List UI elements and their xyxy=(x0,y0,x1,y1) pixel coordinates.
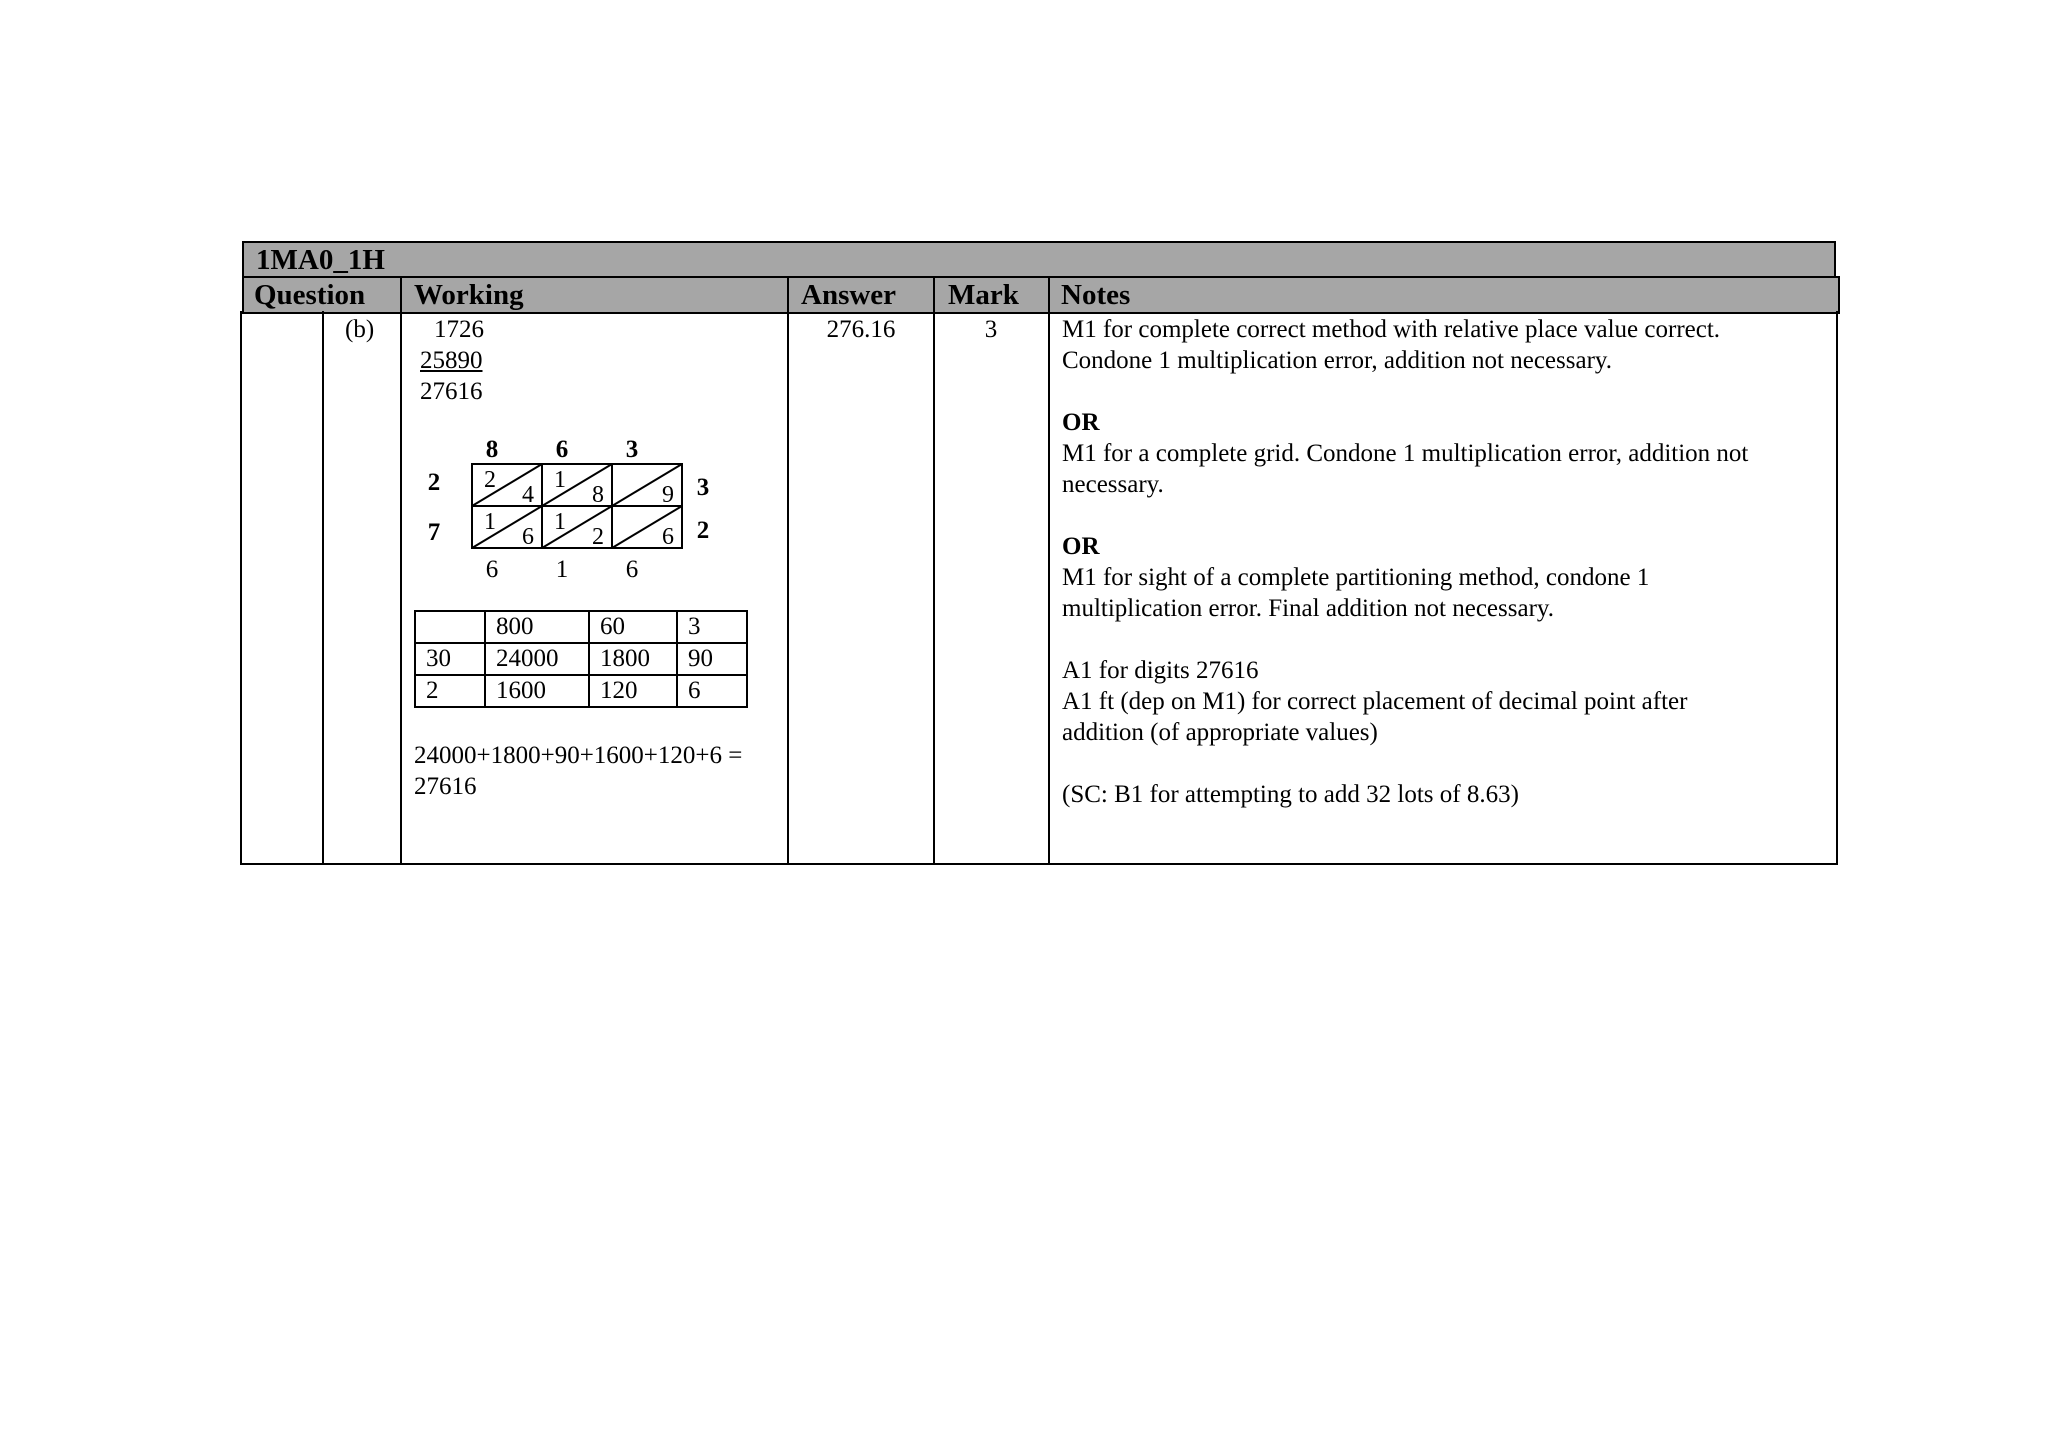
note-or-heading: OR xyxy=(1062,533,1100,560)
header-mark: Mark xyxy=(948,279,1019,311)
partition-sum-line-1: 24000+1800+90+1600+120+6 = xyxy=(414,742,743,769)
partition-cell: 800 xyxy=(485,611,589,643)
long-mult-line-3: 27616 xyxy=(420,378,483,405)
lattice-cell-tens: 2 xyxy=(484,467,496,493)
partition-sum-line-2: 27616 xyxy=(414,773,477,800)
lattice-right-2: 2 xyxy=(696,517,710,544)
partition-row xyxy=(415,675,747,707)
note-line: multiplication error. Final addition not necessary. xyxy=(1062,595,1555,622)
note-line: M1 for complete correct method with relative place value correct. xyxy=(1062,316,1721,343)
lattice-left-1: 2 xyxy=(427,469,441,496)
header-working: Working xyxy=(414,279,524,311)
header-question: Question xyxy=(254,279,366,311)
lattice-cell-tens: 1 xyxy=(554,509,566,535)
answer-value: 276.16 xyxy=(826,316,896,343)
long-mult-line-2: 25890 xyxy=(420,347,483,374)
long-mult-line-1: 1726 xyxy=(434,316,484,343)
partition-cell: 60 xyxy=(589,611,677,643)
lattice-bottom-2: 1 xyxy=(555,556,569,583)
lattice-cell-tens: 1 xyxy=(554,467,566,493)
note-or-heading: OR xyxy=(1062,409,1100,436)
header-answer: Answer xyxy=(801,279,897,311)
note-line: M1 for sight of a complete partitioning method, condone 1 xyxy=(1062,564,1650,591)
partition-cell xyxy=(415,611,485,643)
lattice-bottom-1: 6 xyxy=(485,556,499,583)
partition-cell: 1800 xyxy=(589,643,677,675)
partition-cell: 120 xyxy=(589,675,677,707)
note-line: A1 for digits 27616 xyxy=(1062,657,1259,684)
paper-code: 1MA0_1H xyxy=(256,244,385,276)
partition-cell: 1600 xyxy=(485,675,589,707)
lattice-top-1: 8 xyxy=(485,436,499,463)
note-line: (SC: B1 for attempting to add 32 lots of 8.63) xyxy=(1062,781,1519,808)
partition-row xyxy=(415,611,747,643)
note-line: addition (of appropriate values) xyxy=(1062,719,1378,746)
partition-cell: 30 xyxy=(415,643,485,675)
lattice-cell-units: 6 xyxy=(662,524,674,550)
lattice-left-2: 7 xyxy=(427,519,441,546)
lattice-top-2: 6 xyxy=(555,436,569,463)
note-line: necessary. xyxy=(1062,471,1164,498)
mark-value: 3 xyxy=(984,316,998,343)
lattice-right-1: 3 xyxy=(696,474,710,501)
lattice-cell-units: 4 xyxy=(522,482,534,508)
note-line: A1 ft (dep on M1) for correct placement of decimal point after xyxy=(1062,688,1688,715)
lattice-grid xyxy=(400,425,720,590)
lattice-bottom-3: 6 xyxy=(625,556,639,583)
lattice-cell-units: 6 xyxy=(522,524,534,550)
lattice-cell-units: 8 xyxy=(592,482,604,508)
partition-cell: 6 xyxy=(677,675,747,707)
partition-row xyxy=(415,643,747,675)
partition-cell: 90 xyxy=(677,643,747,675)
note-line: M1 for a complete grid. Condone 1 multiplication error, addition not xyxy=(1062,440,1749,467)
lattice-cell-tens: 1 xyxy=(484,509,496,535)
partition-cell: 2 xyxy=(415,675,485,707)
question-part: (b) xyxy=(345,316,375,343)
note-line: Condone 1 multiplication error, addition not necessary. xyxy=(1062,347,1613,374)
title-bar xyxy=(242,241,1836,279)
header-notes: Notes xyxy=(1061,279,1131,311)
lattice-cell-units: 2 xyxy=(592,524,604,550)
lattice-cell-units: 9 xyxy=(662,482,674,508)
lattice-top-3: 3 xyxy=(625,436,639,463)
partition-grid xyxy=(414,610,748,708)
partition-cell: 24000 xyxy=(485,643,589,675)
partition-cell: 3 xyxy=(677,611,747,643)
